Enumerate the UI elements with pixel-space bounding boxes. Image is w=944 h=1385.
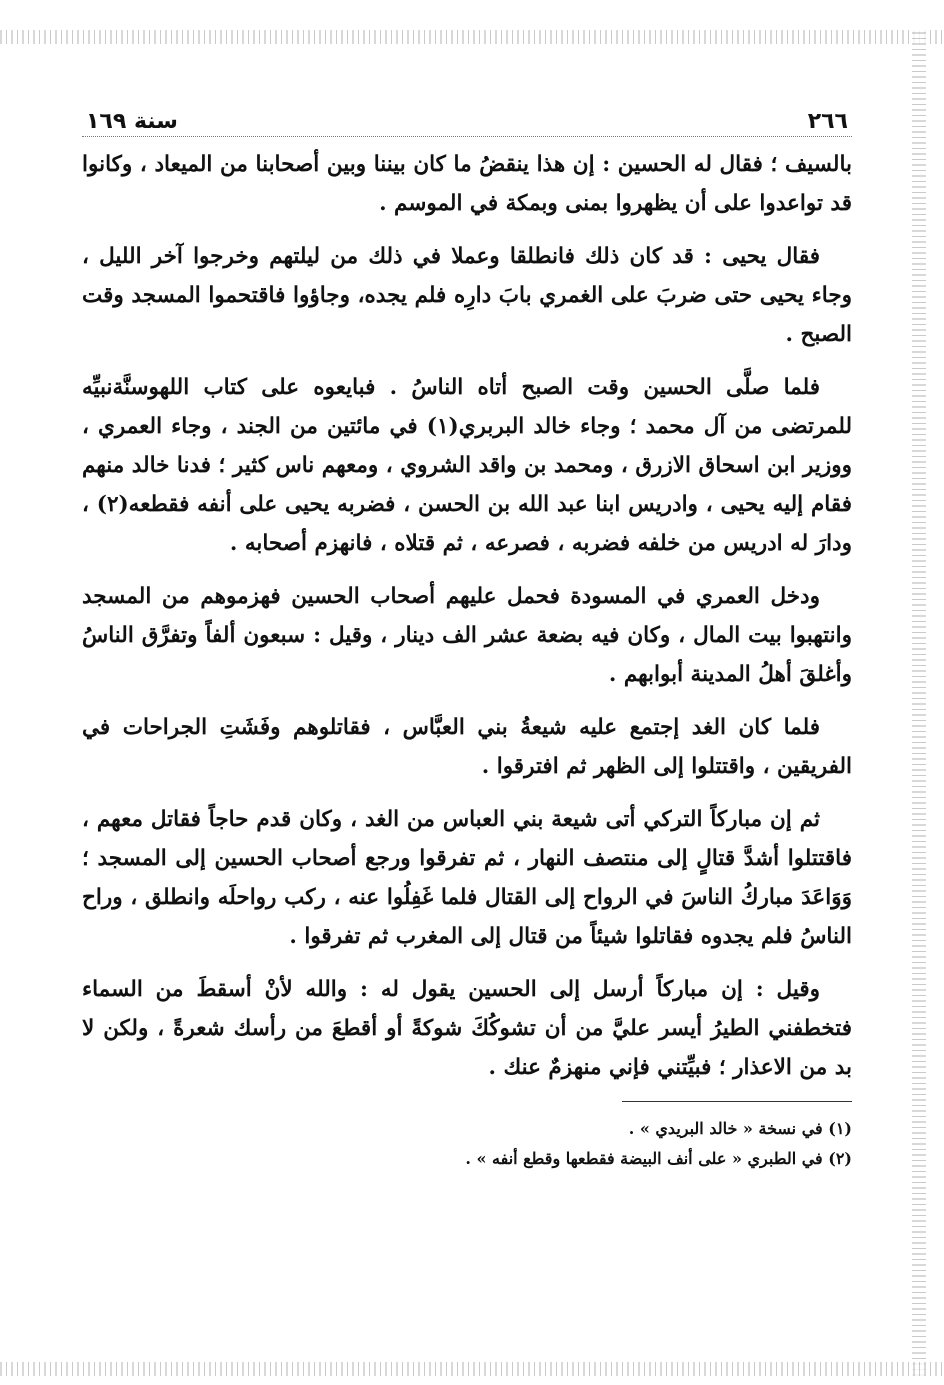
footnote-divider [622,1101,852,1102]
paragraph-7: وقيل : إن مباركاً أرسل إلى الحسين يقول له : والله لأنْ أسقطَ من السماء فتخطفني الطيرُ أيسر عليَّ من أن تشوكُكَ شوكةً أو أقطعَ من رأسك شعرةً ، ولكن لا بد من الاعذار ؛ فبيِّتني فإني منهزمٌ عنك . [82,977,852,1080]
decorative-border-top [0,30,944,44]
footnote-1: (١) في نسخة « خالد البريدي » . [628,1119,852,1138]
paragraph-2: فقال يحيى : قد كان ذلك فانطلقا وعملا في ذلك من ليلتهم وخرجوا آخر الليل ، وجاء يحيى حتى ضربَ على الغمري بابَ دارِه فلم يجده، وجاؤوا فاقتحموا المسجد وقت الصبح . [82,244,852,347]
paragraph-1: بالسيف ؛ فقال له الحسين : إن هذا ينقضُ ما كان بيننا وبين أصحابنا من الميعاد ، وكانوا قد تواعدوا على أن يظهروا بمنى وبمكة في الموسم . [82,152,852,216]
footnotes [82,1114,852,1174]
decorative-border-bottom [0,1362,944,1376]
footnote-2: (٢) في الطبري « على أنف البيضة فقطعها وقطع أنفه » . [465,1149,852,1168]
paragraph-5: فلما كان الغد إجتمع عليه شيعةُ بني العبَّاس ، فقاتلوهم وفَشَتِ الجراحات في الفريقين ، واقتتلوا إلى الظهر ثم افترقوا . [82,715,852,779]
page-body [82,145,852,1087]
book-page [82,96,852,1174]
paragraph-6: ثم إن مباركاً التركي أتى شيعة بني العباس من الغد ، وكان قدم حاجاً فقاتل معهم ، فاقتتلوا أشدَّ قتالٍ إلى منتصف النهار ، ثم تفرقوا ورجع أصحاب الحسين إلى المسجد ؛ وَوَاعَدَ مباركُ الناسَ في الرواح إلى القتال فلما غَفِلُوا عنه ، ركب رواحلَه وانطلق ، وراح الناسُ فلم يجدوه فقاتلوا شيئاً من قتال إلى المغرب ثم تفرقوا . [82,807,852,949]
running-head [82,96,852,137]
page-number: ٢٦٦ [807,109,848,134]
decorative-border-right [912,30,926,1376]
year-label: سنة ١٦٩ [86,109,178,134]
paragraph-3: فلما صلَّى الحسين وقت الصبح أتاه الناسُ . فبايعوه على كتاب اللهوسنَّةنبيِّه للمرتضى من آل محمد ؛ وجاء خالد البربري(١) في مائتين من الجند ، وجاء العمري ، ووزير ابن اسحاق الازرق ، ومحمد بن واقد الشروي ، ومعهم ناس كثير ؛ فدنا خالد منهم فقام إليه يحيى ، وادريس ابنا عبد الله بن الحسن ، فضربه يحيى على أنفه فقطعه(٢) ، ودارَ له ادريس من خلفه فضربه ، فصرعه ، ثم قتلاه ، فانهزم أصحابه . [82,375,852,556]
paragraph-4: ودخل العمري في المسودة فحمل عليهم أصحاب الحسين فهزموهم من المسجد وانتهبوا بيت المال ، وكان فيه بضعة عشر الف دينار ، وقيل : سبعون ألفاً وتفرَّق الناسُ وأغلقَ أهلُ المدينة أبوابهم . [82,584,852,687]
